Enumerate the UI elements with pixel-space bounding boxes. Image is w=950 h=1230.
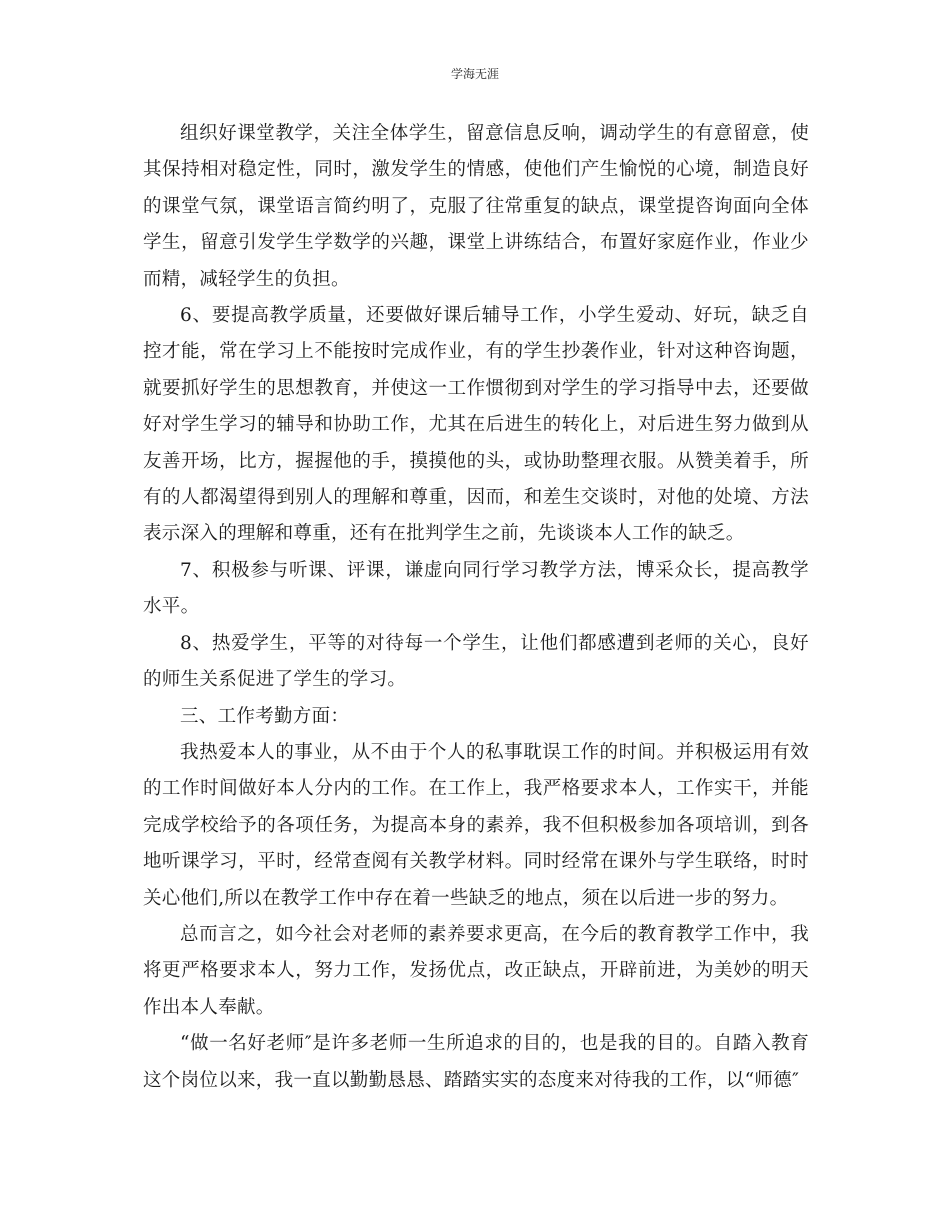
paragraph-item-6: 6、要提高教学质量，还要做好课后辅导工作，小学生爱动、好玩，缺乏自控才能，常在学习上不能按时完成作业，有的学生抄袭作业，针对这种咨询题，就要抓好学生的思想教育，并使这一工作惯彻到对学生的学习指导中去，还要做好对学生学习的辅导和协助工作，尤其在后进生的转化上，对后进生努力做到从友善开场，比方，握握他的手，摸摸他的头，或协助整理衣服。从赞美着手，所有的人都渴望得到别人的理解和尊重，因而，和差生交谈时，对他的处境、方法表示深入的理解和尊重，还有在批判学生之前，先谈谈本人工作的缺乏。: [143, 305, 809, 545]
paragraph-item-8: 8、热爱学生，平等的对待每一个学生，让他们都感遭到老师的关心，良好的师生关系促进了学生的学习。: [143, 632, 809, 691]
paragraph-good-teacher: “做一名好老师″是许多老师一生所追求的目的，也是我的目的。自踏入教育这个岗位以来，我一直以勤勤恳恳、踏踏实实的态度来对待我的工作，以“师德″: [143, 1033, 809, 1091]
paragraph-item-7: 7、积极参与听课、评课，谦虚向同行学习教学方法，博采众长，提高教学水平。: [143, 559, 809, 618]
paragraph-classroom-teaching: 组织好课堂教学，关注全体学生，留意信息反响，调动学生的有意留意，使其保持相对稳定性，同时，激发学生的情感，使他们产生愉悦的心境，制造良好的课堂气氛，课堂语言简约明了，克服了往常重复的缺点，课堂提咨询面向全体学生，留意引发学生学数学的兴趣，课堂上讲练结合，布置好家庭作业，作业少而精，减轻学生的负担。: [143, 123, 809, 290]
paragraph-attendance: 我热爱本人的事业，从不由于个人的私事耽误工作的时间。并积极运用有效的工作时间做好本人分内的工作。在工作上，我严格要求本人，工作实干，并能完成学校给予的各项任务，为提高本身的素养，我不但积极参加各项培训，到各地听课学习，平时，经常查阅有关教学材料。同时经常在课外与学生联络，时时关心他们,所以在教学工作中存在着一些缺乏的地点，须在以后进一步的努力。: [143, 741, 809, 909]
paragraph-summary: 总而言之，如今社会对老师的素养要求更高，在今后的教育教学工作中，我将更严格要求本人，努力工作，发扬优点，改正缺点，开辟前进，为美妙的明天作出本人奉献。: [143, 923, 809, 1018]
page-header: 学海无涯: [450, 67, 499, 81]
section-heading-attendance: 三、工作考勤方面：: [180, 705, 350, 727]
document-body: [143, 116, 809, 1099]
